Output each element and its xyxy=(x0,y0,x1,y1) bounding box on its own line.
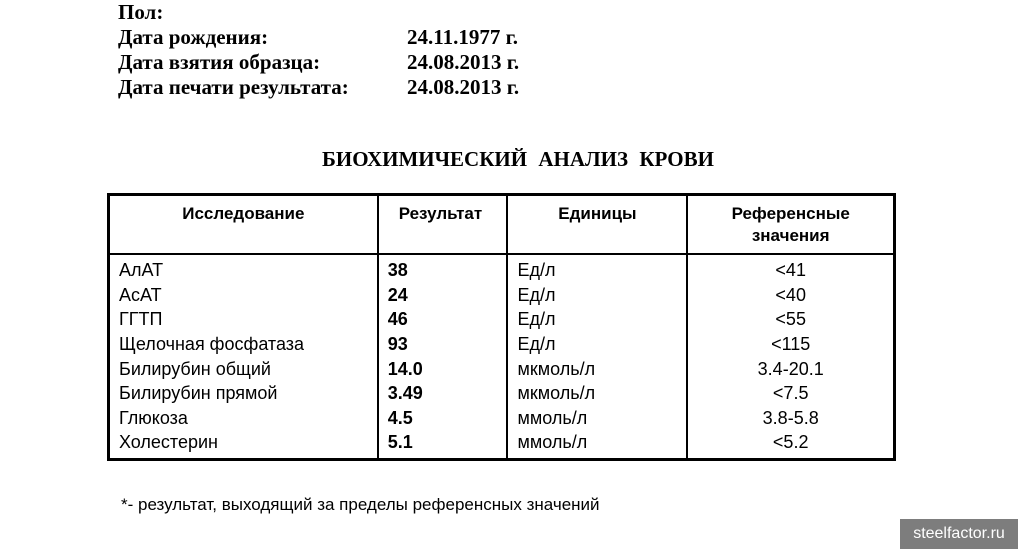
results-table xyxy=(107,193,896,461)
test-reference: 3.8-5.8 xyxy=(687,406,894,431)
test-name: Глюкоза xyxy=(109,406,378,431)
test-units: мкмоль/л xyxy=(507,381,687,406)
document-title: БИОХИМИЧЕСКИЙ АНАЛИЗ КРОВИ xyxy=(322,147,714,171)
test-reference: <5.2 xyxy=(687,430,894,459)
test-reference: <7.5 xyxy=(687,381,894,406)
info-row-sample-date xyxy=(118,50,519,75)
print-date-label: Дата печати результата: xyxy=(118,75,349,99)
test-result: 4.5 xyxy=(378,406,508,431)
test-result: 38 xyxy=(378,254,508,283)
info-row-sex xyxy=(118,0,519,25)
test-name: Билирубин общий xyxy=(109,356,378,381)
test-name: АсАТ xyxy=(109,283,378,308)
test-reference: 3.4-20.1 xyxy=(687,356,894,381)
test-units: ммоль/л xyxy=(507,406,687,431)
test-units: Ед/л xyxy=(507,307,687,332)
test-name: Билирубин прямой xyxy=(109,381,378,406)
test-units: мкмоль/л xyxy=(507,356,687,381)
test-result: 46 xyxy=(378,307,508,332)
sample-date-label: Дата взятия образца: xyxy=(118,50,321,74)
test-reference: <41 xyxy=(687,254,894,283)
table-header-row xyxy=(109,195,895,255)
info-row-print-date xyxy=(118,75,519,100)
header-reference: Референсные значения xyxy=(687,195,894,255)
test-name: АлАТ xyxy=(109,254,378,283)
sex-label: Пол: xyxy=(118,0,164,24)
sample-date-value: 24.08.2013 г. xyxy=(407,50,520,74)
table-row xyxy=(109,381,895,406)
header-units: Единицы xyxy=(507,195,687,255)
test-units: Ед/л xyxy=(507,254,687,283)
table-row xyxy=(109,332,895,357)
test-result: 5.1 xyxy=(378,430,508,459)
test-name: Холестерин xyxy=(109,430,378,459)
print-date-value: 24.08.2013 г. xyxy=(407,75,520,99)
header-test: Исследование xyxy=(109,195,378,255)
test-name: ГГТП xyxy=(109,307,378,332)
table-row xyxy=(109,283,895,308)
test-units: Ед/л xyxy=(507,283,687,308)
birth-date-value: 24.11.1977 г. xyxy=(407,25,519,49)
test-reference: <55 xyxy=(687,307,894,332)
patient-info xyxy=(118,0,519,100)
table-row xyxy=(109,406,895,431)
table-row xyxy=(109,254,895,283)
birth-date-label: Дата рождения: xyxy=(118,25,269,49)
test-name: Щелочная фосфатаза xyxy=(109,332,378,357)
test-result: 3.49 xyxy=(378,381,508,406)
test-result: 93 xyxy=(378,332,508,357)
test-reference: <40 xyxy=(687,283,894,308)
table-row xyxy=(109,430,895,459)
test-result: 24 xyxy=(378,283,508,308)
header-result: Результат xyxy=(378,195,508,255)
table-row xyxy=(109,356,895,381)
test-units: ммоль/л xyxy=(507,430,687,459)
test-result: 14.0 xyxy=(378,356,508,381)
footnote: *- результат, выходящий за пределы референсных значений xyxy=(121,495,600,514)
test-reference: <115 xyxy=(687,332,894,357)
watermark: steelfactor.ru xyxy=(900,519,1018,549)
test-units: Ед/л xyxy=(507,332,687,357)
info-row-birth-date xyxy=(118,25,519,50)
table-row xyxy=(109,307,895,332)
